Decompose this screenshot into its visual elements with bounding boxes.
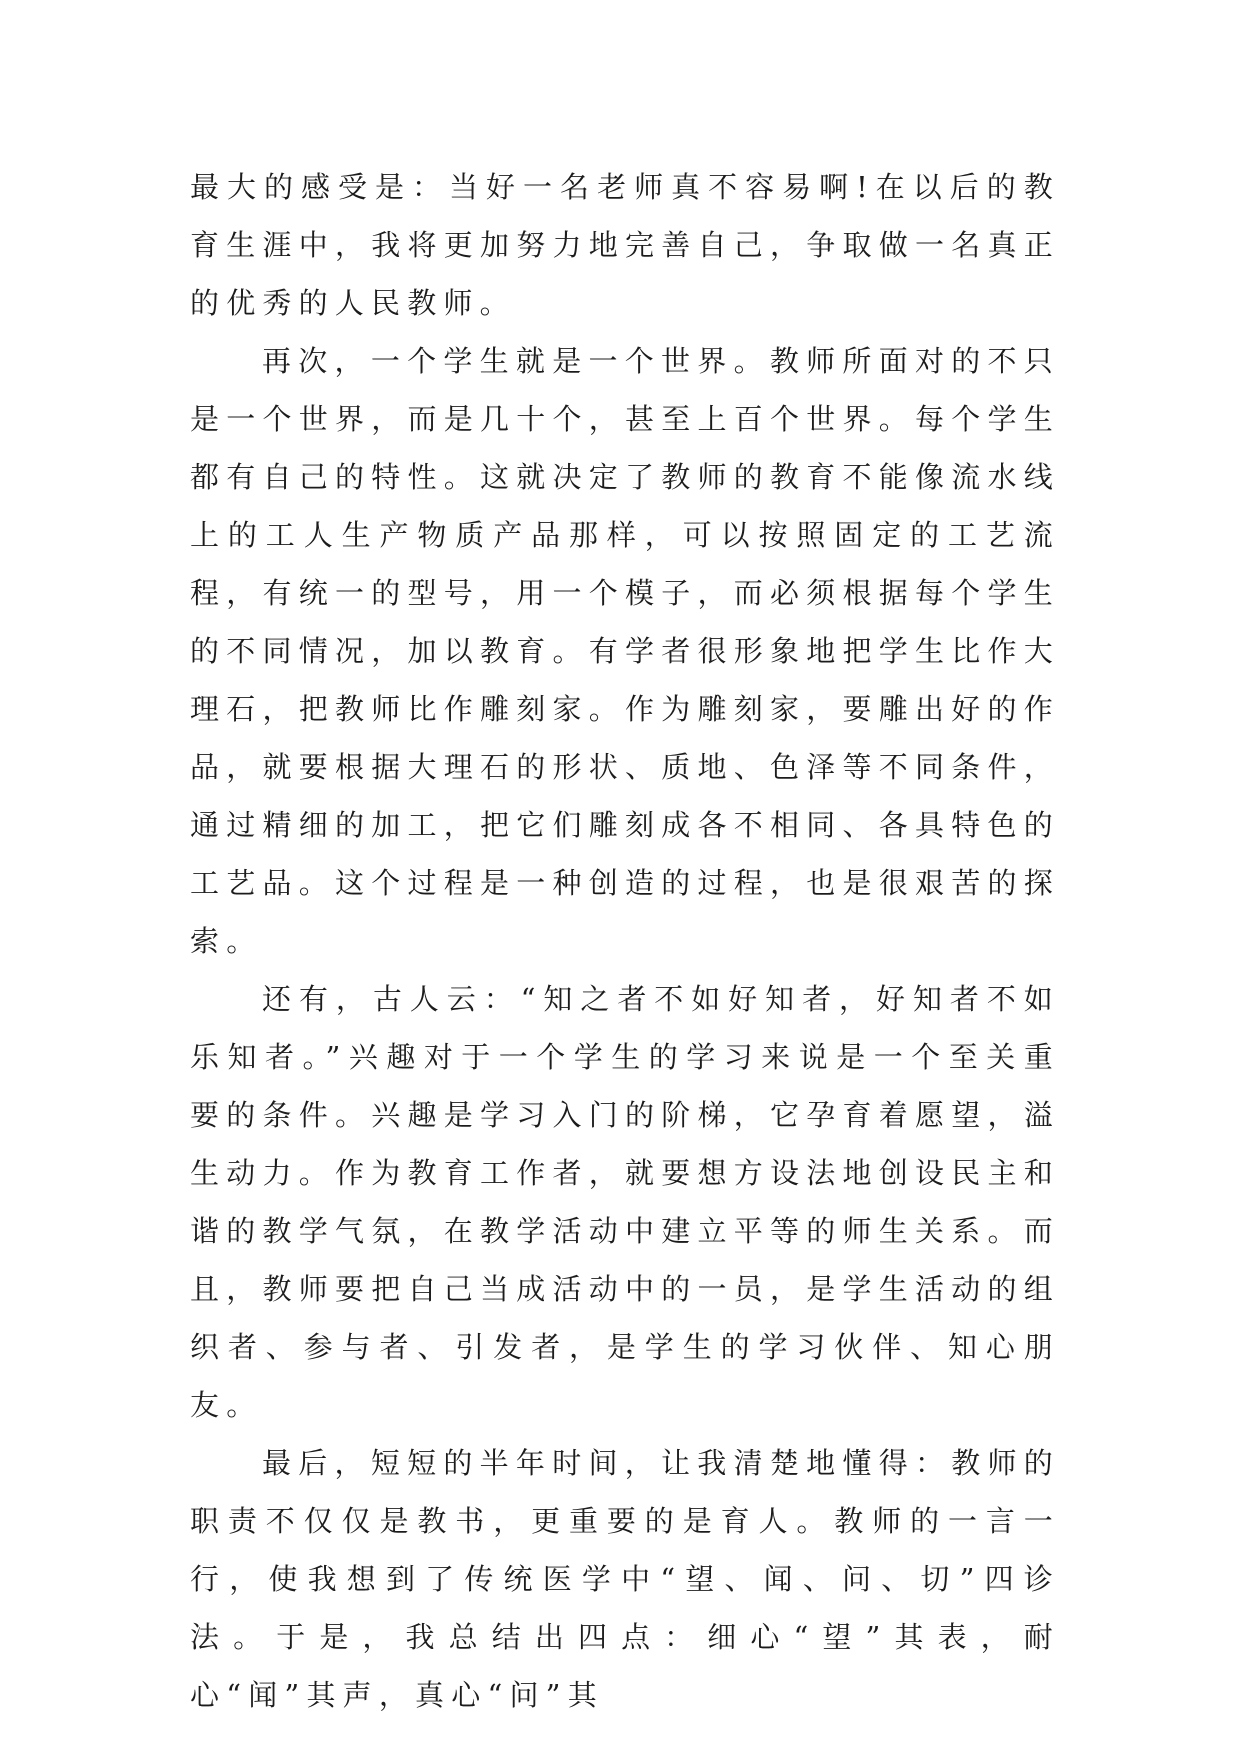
paragraph-4: 最后，短短的半年时间，让我清楚地懂得：教师的职责不仅仅是教书，更重要的是育人。教师的一言一行，使我想到了传统医学中“望、闻、问、切”四诊法。于是，我总结出四点：细心“望”其表，耐心“闻”其声，真心“问”其 xyxy=(190,1446,1060,1712)
paragraph-2: 再次，一个学生就是一个世界。教师所面对的不只是一个世界，而是几十个，甚至上百个世界。每个学生都有自己的特性。这就决定了教师的教育不能像流水线上的工人生产物质产品那样，可以按照固定的工艺流程，有统一的型号，用一个模子，而必须根据每个学生的不同情况，加以教育。有学者很形象地把学生比作大理石，把教师比作雕刻家。作为雕刻家，要雕出好的作品，就要根据大理石的形状、质地、色泽等不同条件，通过精细的加工，把它们雕刻成各不相同、各具特色的工艺品。这个过程是一种创造的过程，也是很艰苦的探索。 xyxy=(190,344,1060,958)
document-body xyxy=(190,158,1060,1724)
paragraph-1: 最大的感受是：当好一名老师真不容易啊!在以后的教育生涯中，我将更加努力地完善自己，争取做一名真正的优秀的人民教师。 xyxy=(190,170,1060,320)
paragraph-3: 还有，古人云：“知之者不如好知者，好知者不如乐知者。”兴趣对于一个学生的学习来说是一个至关重要的条件。兴趣是学习入门的阶梯，它孕育着愿望，溢生动力。作为教育工作者，就要想方设法地创设民主和谐的教学气氛，在教学活动中建立平等的师生关系。而且，教师要把自己当成活动中的一员，是学生活动的组织者、参与者、引发者，是学生的学习伙伴、知心朋友。 xyxy=(190,982,1060,1422)
